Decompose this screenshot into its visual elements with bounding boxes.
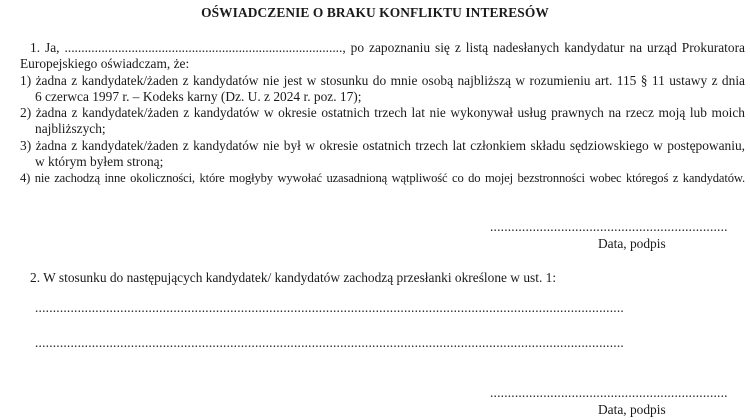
item-2-line2: najbliższych; xyxy=(35,121,106,136)
item-1-line2: 6 czerwca 1997 r. – Kodeks karny (Dz. U. z 2024 r. poz. 17); xyxy=(35,89,362,104)
section-2-heading: 2. W stosunku do następujących kandydatek/ kandydatów zachodzą przesłanki określone w ust. 1: xyxy=(30,270,557,285)
item-4: 4) nie zachodzą inne okoliczności, które mogłyby wywołać uzasadnioną wątpliwość co do mojej bezstronności wobec któregoś z kandydatów. xyxy=(20,171,745,185)
signature-1-label: Data, podpis xyxy=(598,236,666,251)
item-1-line1: 1) żadna z kandydatek/żaden z kandydatów nie jest w stosunku do mnie osobą najbliższą w rozumieniu art. 115 § 11 ustawy z dnia xyxy=(20,73,745,88)
signature-2-dotted-line: ................................................................... xyxy=(490,385,728,400)
item-2-line1: 2) żadna z kandydatek/żaden z kandydatów w okresie ostatnich trzech lat nie wykonywał usług prawnych na rzecz moją lub moich xyxy=(20,105,745,120)
item-3-line2: w którym byłem stroną; xyxy=(35,154,164,169)
signature-1-dotted-line: ................................................................... xyxy=(490,219,728,234)
signature-2-label: Data, podpis xyxy=(598,402,666,417)
item-3-line1: 3) żadna z kandydatek/żaden z kandydatów nie był w okresie ostatnich trzech lat członkiem składu sędziowskiego w postępowaniu, xyxy=(20,138,745,153)
declaration-intro-line2: Europejskiego oświadczam, że: xyxy=(20,56,190,71)
section-2-dotted-line-2: ...................................................................................................................................................................... xyxy=(35,335,624,350)
declaration-intro-line1: 1. Ja, ..................................................................................., po zapoznaniu się z listą nadesłanych kandydatur na urząd Prokuratora xyxy=(30,40,745,55)
section-2-dotted-line-1: ...................................................................................................................................................................... xyxy=(35,300,624,315)
document-title: OŚWIADCZENIE O BRAKU KONFLIKTU INTERESÓW xyxy=(201,5,549,20)
